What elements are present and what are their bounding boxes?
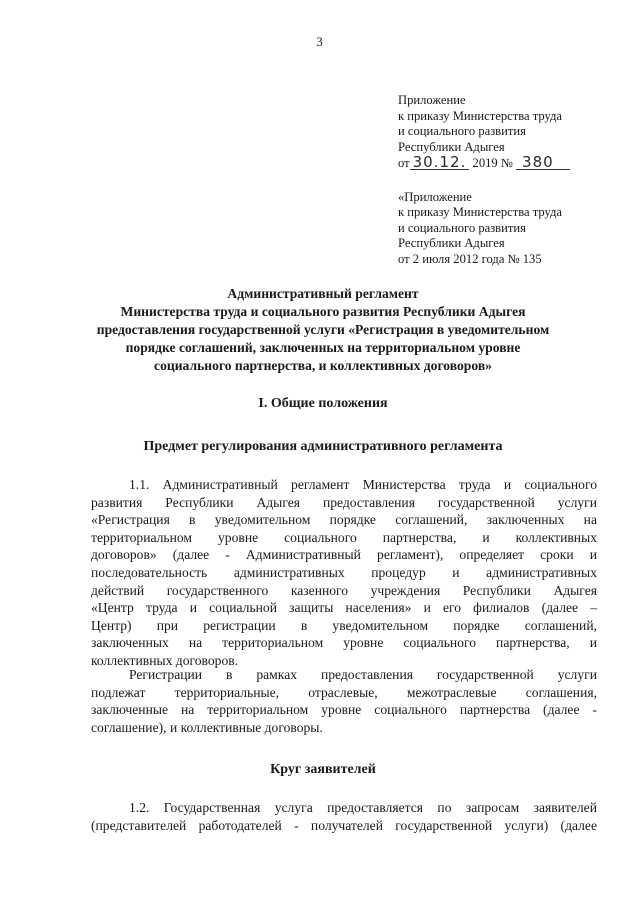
text-line: договоров» (далее - Административный регламент), определяет сроки и [91, 547, 597, 563]
approval-line: и социального развития [398, 124, 526, 138]
applicants-heading: Круг заявителей [270, 762, 376, 777]
paragraph-1-2 [91, 799, 597, 834]
section-heading: I. Общие положения [258, 396, 388, 411]
title-line: предоставления государственной услуги «Регистрация в уведомительном [96, 322, 550, 337]
text-line: Регистрации в рамках предоставления государственной услуги [129, 667, 597, 682]
handwritten-date: 30.12. [410, 155, 470, 170]
text-line: коллективных договоров. [91, 652, 239, 668]
text-line: заключенные на территориальном уровне социального партнерства (далее - [91, 702, 597, 718]
text-line: заключенных на территориальном уровне социального партнерства, и [91, 635, 597, 651]
text-line: территориальном уровне социального партнерства, и коллективных [91, 529, 597, 545]
original-approval-line: «Приложение [398, 189, 472, 204]
approval-stamp-block [398, 93, 570, 267]
text-line: «Центр труда и социальной защиты населения» и его филиалов (далее – [91, 600, 597, 616]
title-line: порядке соглашений, заключенных на территориальном уровне [125, 340, 521, 355]
title-line: социального партнерства, и коллективных договоров» [154, 358, 492, 373]
text-line: действий государственного казенного учреждения Республики Адыгея [91, 582, 597, 598]
text-line: Центр) при регистрации в уведомительном порядке соглашений, [91, 617, 597, 633]
text-line: последовательность административных процедур и административных [91, 564, 597, 580]
subsection-heading: Предмет регулирования административного регламента [143, 439, 503, 454]
document-title [60, 285, 586, 375]
date-year: 2019 № [472, 156, 513, 170]
handwritten-number: 380 [516, 155, 570, 170]
approval-line: к приказу Министерства труда [398, 108, 563, 123]
original-approval-line: Республики Адыгея [398, 236, 505, 250]
page-number: 3 [316, 34, 323, 49]
approval-date-line [398, 155, 570, 172]
text-line: 1.1. Административный регламент Министерства труда и социального [129, 477, 597, 492]
paragraph-registration [91, 666, 597, 736]
text-line: развития Республики Адыгея предоставления государственной услуги [91, 494, 597, 510]
original-approval-line: от 2 июля 2012 года № 135 [398, 251, 542, 266]
original-approval-line: к приказу Министерства труда [398, 205, 563, 219]
text-line: соглашение), и коллективные договоры. [91, 719, 323, 735]
original-approval-line: и социального развития [398, 220, 526, 235]
paragraph-1-1 [91, 476, 597, 670]
approval-line: Республики Адыгея [398, 139, 505, 154]
text-line: «Регистрация в уведомительном порядке соглашений, заключенных на [91, 512, 597, 528]
text-line: подлежат территориальные, отраслевые, межотраслевые соглашения, [91, 684, 597, 700]
title-line: Административный регламент [227, 286, 419, 301]
approval-line: Приложение [398, 93, 466, 107]
title-line: Министерства труда и социального развития Республики Адыгея [120, 304, 526, 319]
text-line: 1.2. Государственная услуга предоставляется по запросам заявителей [129, 800, 597, 815]
text-line: (представителей работодателей - получателей государственной услуги) (далее [91, 817, 597, 833]
date-prefix: от [398, 156, 410, 170]
